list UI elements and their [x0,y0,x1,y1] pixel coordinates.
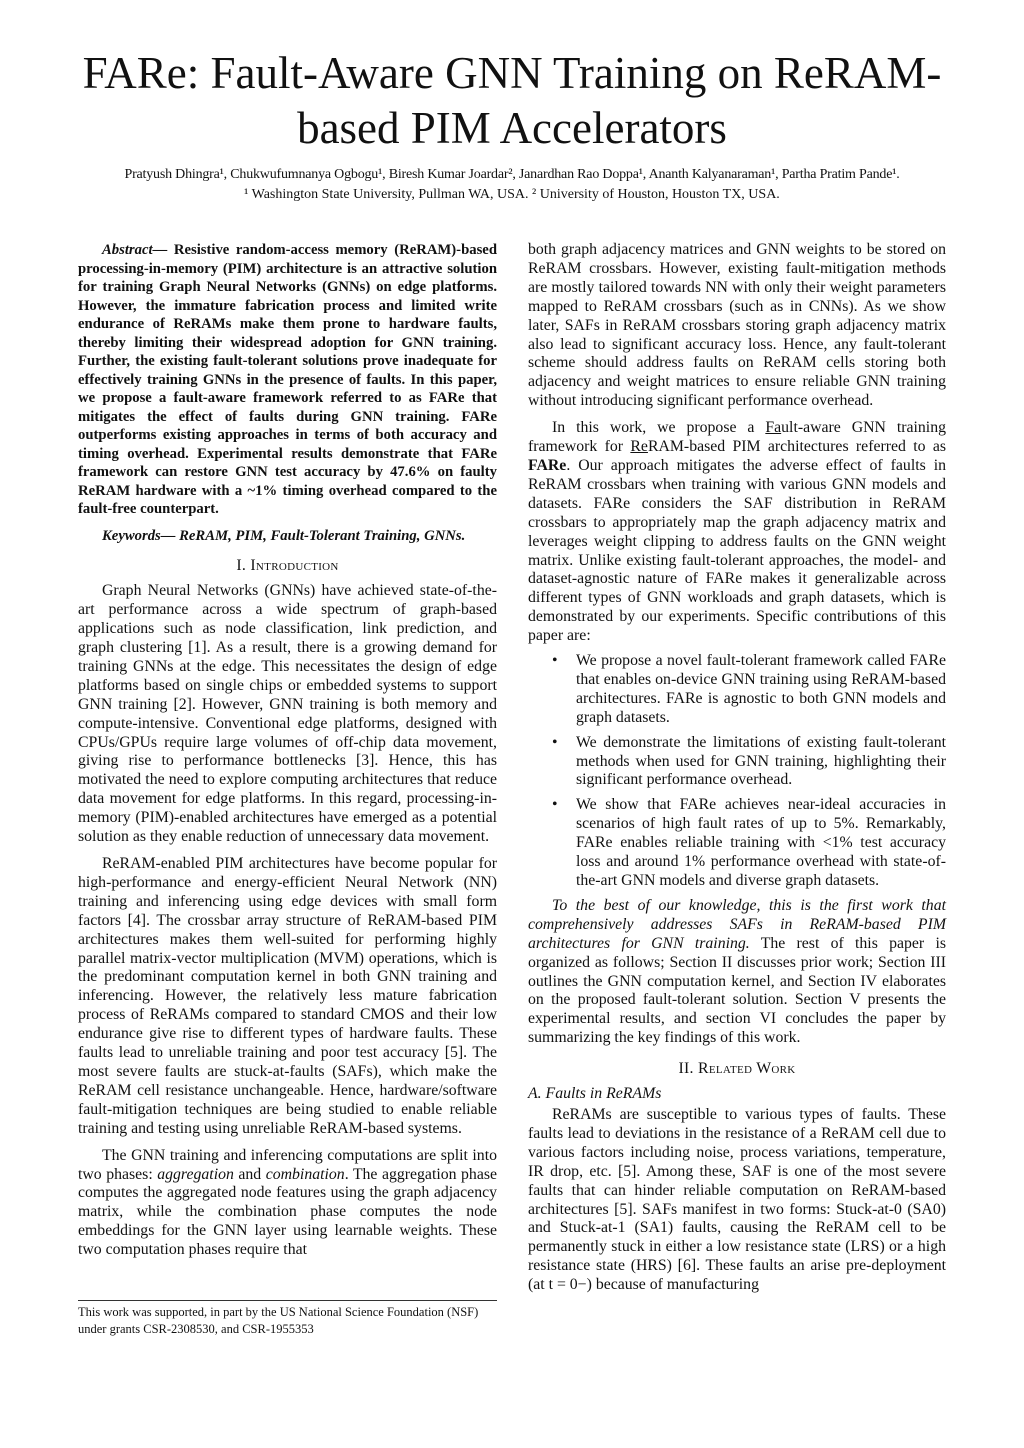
rp2-re-underlined: Re [630,438,648,456]
author-list: Pratyush Dhingra¹, Chukwufumnanya Ogbogu¹, Biresh Kumar Joardar², Janardhan Rao Doppa¹, Ananth Kalyanaraman¹, Partha Pratim Pande¹. [124,167,900,182]
abstract-lead: Abstract— [102,242,168,258]
intro-paragraph-3 [78,1147,497,1260]
footnote: This work was supported, in part by the US National Science Foundation (NSF) under grants CSR-2308530, and CSR-1955353 [78,1300,497,1338]
intro-p3-text-a: The GNN training and inferencing computations are split into two phases: [78,1146,497,1183]
list-item [528,734,946,791]
rp2-fa-rest: ult-aware GNN training framework for [528,419,946,456]
rp2-text-b: . Our approach mitigates the adverse effect of faults in ReRAM crossbars when training with various GNN models and datasets. FARe considers the SAF distribution in ReRAM crossbars to appropriately map the graph adjacency matrix and leverages weight clipping to address faults on the GNN weight matrix. Unlike existing fault-tolerant approaches, the model- and dataset-agnostic nature of FARe makes it generalizable across different types of GNN workloads and graph datasets, which is demonstrated by our experiments. Specific contributions of this paper are: [528,456,946,645]
abstract-body: Resistive random-access memory (ReRAM)-based processing-in-memory (PIM) architecture is an attractive solution for training Graph Neural Networks (GNNs) on edge platforms. However, the immature fabrication process and limited write endurance of ReRAMs make them prone to hardware faults, thereby limiting their widespread adoption for GNN training. Further, the existing fault-tolerant solutions prove inadequate for effectively training GNNs in the presence of faults. In this paper, we propose a fault-aware framework referred to as FARe that mitigates the effect of faults during GNN training. FARe outperforms existing approaches in terms of both accuracy and timing overhead. Experimental results demonstrate that FARe framework can restore GNN test accuracy by 47.6% on faulty ReRAM hardware with a ~1% timing overhead compared to the fault-free counterpart. [78,242,497,517]
bullet-icon: • [552,652,558,670]
list-item [528,796,946,891]
title-line-2: based PIM Accelerators [297,103,727,153]
right-paragraph-2 [528,419,946,646]
rp3-rest: The rest of this paper is organized as follows; Section II discusses prior work; Section III outlines the GNN computation kernel, and Section IV elaborates on the proposed fault-tolerant solution. Section V presents the experimental results, and section VI concludes the paper by summarizing the key findings of this work. [528,934,946,1047]
rp2-fare-bold: FARe [528,456,567,474]
section-heading-introduction: I. Introduction [236,557,339,575]
contribution-text: We show that FARe achieves near-ideal accuracies in scenarios of high fault rates of up to 5%. Remarkably, FARe enables reliable training with <1% test accuracy loss and around 1% performance overhead with state-of-the-art GNN models and diverse graph datasets. [576,796,946,889]
right-paragraph-1: both graph adjacency matrices and GNN weights to be stored on ReRAM crossbars. However, existing fault-mitigation methods are mostly tailored towards NN with only their weight parameters mapped to ReRAM crossbars (such as in CNNs). As we show later, SAFs in ReRAM crossbars storing graph adjacency matrix also lead to significant accuracy loss. Hence, any fault-tolerant scheme should address faults on ReRAM cells storing both adjacency and weight matrices to ensure reliable GNN training without introducing significant performance overhead. [528,241,946,410]
title-line-1: FARe: Fault-Aware GNN Training on ReRAM- [82,48,942,98]
abstract [78,241,497,519]
contribution-text: We propose a novel fault-tolerant framework called FARe that enables on-device GNN training using ReRAM-based architectures. FARe is agnostic to both GNN models and graph datasets. [576,652,946,726]
rp2-fa-underlined: Fa [765,419,782,437]
right-paragraph-3 [528,897,946,1048]
right-column [528,241,946,1295]
rp2-text-a: In this work, we propose a [552,419,766,437]
left-column [78,241,497,1260]
section-heading-related-work: II. Related Work [678,1060,796,1078]
paper-title [60,46,964,156]
list-item [528,652,946,728]
bullet-icon: • [552,796,558,814]
contribution-text: We demonstrate the limitations of existing fault-tolerant methods when used for GNN training, highlighting their significant performance overhead. [576,733,946,789]
intro-p3-and: and [233,1165,266,1183]
term-aggregation: aggregation [157,1165,234,1183]
affiliations: ¹ Washington State University, Pullman WA, USA. ² University of Houston, Houston TX, USA. [244,187,780,202]
contribution-list [528,652,946,891]
intro-p3-text-b: . The aggregation phase computes the aggregated node features using the graph adjacency matrix, while the combination phase computes the node embeddings for the GNN layer using learnable weights. These two computation phases require that [78,1165,497,1259]
subsection-heading-faults: A. Faults in ReRAMs [528,1085,662,1103]
term-combination: combination [265,1165,345,1183]
related-paragraph-1: ReRAMs are susceptible to various types of faults. These faults lead to deviations in the resistance of a ReRAM cell due to various factors including noise, process variations, temperature, IR drop, etc. [5]. Among these, SAF is one of the most severe faults that can hinder reliable computation on ReRAM-based architectures [5]. SAFs manifest in two forms: Stuck-at-0 (SA0) and Stuck-at-1 (SA1) faults, causing the ReRAM cell to be permanently stuck in either a low resistance state (LRS) or a high resistance state (HRS) [6]. These faults an arise pre-deployment (at t = 0−) because of manufacturing [528,1105,946,1294]
keywords: Keywords— ReRAM, PIM, Fault-Tolerant Training, GNNs. [102,527,466,544]
bullet-icon: • [552,733,558,751]
intro-paragraph-2: ReRAM-enabled PIM architectures have become popular for high-performance and energy-efficient Neural Network (NN) training and inferencing using edge devices with small form factors [4]. The crossbar array structure of ReRAM-based PIM architectures makes them well-suited for performing highly parallel matrix-vector multiplication (MVM) operations, which is the predominant computation kernel in both GNN training and inferencing. However, the relatively less mature fabrication process of ReRAMs compared to standard CMOS and their low endurance give rise to different types of hardware faults. These faults lead to unreliable training and poor test accuracy [5]. The most severe faults are stuck-at-faults (SAFs), which make the ReRAM cell resistance unchangeable. Hence, hardware/software fault-mitigation techniques are being studied to enable reliable training and testing using unreliable ReRAM-based systems. [78,855,497,1137]
intro-paragraph-1: Graph Neural Networks (GNNs) have achieved state-of-the-art performance across a wide spectrum of graph-based applications such as node classification, link prediction, and graph clustering [1]. As a result, there is a growing demand for training GNNs at the edge. This necessitates the design of edge platforms based on single chips or embedded systems to support GNN training [2]. However, GNN training is both memory and compute-intensive. Conventional edge platforms, designed with CPUs/GPUs require large volumes of off-chip data movement, giving rise to performance bottlenecks [3]. Hence, this has motivated the need to explore computing architectures that reduce data movement for edge platforms. In this regard, processing-in-memory (PIM)-enabled architectures have emerged as a potential solution as they enable reduction of unnecessary data movement. [78,582,497,846]
rp2-re-rest: RAM-based PIM architectures referred to as [647,438,946,456]
rp3-italic: To the best of our knowledge, this is the first work that comprehensively addresses SAFs in ReRAM-based PIM architectures for GNN training. [528,896,946,952]
